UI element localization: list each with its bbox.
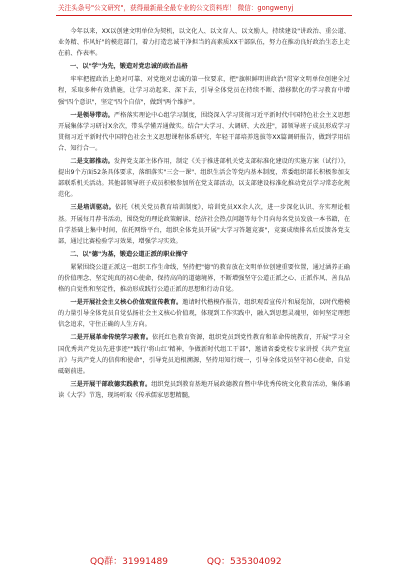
footer-contacts: [90, 556, 320, 568]
item-lead: 三是培训驱动。: [70, 204, 116, 212]
document-body: [58, 26, 350, 401]
item-text: 邀请时代楷模作报告，组织观看宣传片和展览馆，以时代楷模的力量引导全体党员自觉弘扬社会主义核心价值观，体现到工作实践中，融入到思想灵魂里，如何坚定理想信念追求，守住正确的人生方向。: [58, 299, 351, 329]
header-divider: [56, 15, 352, 16]
item-text: 组织党员到教育基地开展政德教育暨中华优秀传统文化教育活动，集体诵读《大学》节选，现场听取《传承儒家思想精髓，: [58, 380, 351, 399]
footer-qq: QQ：535304092: [206, 557, 282, 567]
item-lead: 一是领导带动。: [70, 111, 114, 119]
section-1-item-3: [58, 202, 350, 246]
item-text: 依托《机关党员教育培训制度》，培训党员XX余人次，进一步深化认识、夯实理论根基。开展每月荐书活动，围绕党的理论政策解读、经济社会热点问题等每个月向每名党员发放一本书籍，在自学基础上集中时间，依托网络平台，组织全体党员开展"大学习答题竞赛"，竞赛成绩排名后反馈各党支部，通过比赛检验学习效果，增强学习实效。: [58, 204, 350, 245]
section-2-item-3: [58, 379, 350, 401]
footer-qq-group: QQ群：31991489: [90, 557, 168, 567]
section-2-item-1: [58, 297, 350, 330]
section-2-paragraph: 紧紧围绕公道正派这一组织工作生命线，坚持把"德"的教育放在文明单位创建重要位置，通过涵养正确的价值理念、坚定纯真的初心使命，保持高尚的道德境界，不断增强坚守公道正派之心、正派作风、善良品格的自觉性和坚定性，推动形成践行公道正派的思想和行动自觉。: [58, 263, 350, 294]
item-text: 发挥党支部主体作用，制定《关于推进部机关党支部标准化建设的实施方案（试行）》，提出9个方面52条具体要求，落细落实"三会一课"、组织生活会等党内基本制度，常委组织部长积极参加支部联系机关活动。其他部领导班子成员积极参加所在党支部活动，以支部建设标准化推动党员学习常态化规范化。: [58, 158, 350, 199]
section-2-item-2: [58, 332, 350, 376]
section-1-paragraph: 牢牢把握政治上绝对可靠、对党绝对忠诚的第一位要求，把"旗帜鲜明讲政治"贯穿文明单位创建全过程，采取多种有效措施，让学习动起来、深下去，引导全体党员在持续不断、潜移默化的学习教育中增强"四个意识"，坚定"四个自信"，做到"两个维护"。: [58, 76, 350, 106]
intro-paragraph: 今年以来，XX以创建文明单位为契机，以文化人、以文育人、以文励人，持续建设"讲政治、重公道、业务精、作风好"的模范部门，着力打造忠诚干净担当的高素质XX干部队伍，努力在推动良好政治生态上走在前、作表率。: [58, 28, 350, 58]
header-banner: 关注头条号"公文研究"，获得最新最全最专业的公文资料库！ 微信：gongwenyj: [58, 4, 294, 12]
section-1-heading: 一、以"学"为先，锻造对党忠诚的政治品格: [70, 63, 188, 71]
item-lead: 一是开展社会主义核心价值观宣传教育。: [70, 299, 183, 307]
section-2-heading: 二、以"德"为基，锻造公道正派的职业操守: [70, 250, 188, 258]
item-lead: 三是开展干部政德实践教育。: [70, 380, 152, 388]
item-lead: 二是开展革命传统学习教育。: [70, 334, 153, 342]
item-lead: 二是支部推动。: [70, 158, 114, 166]
section-1-item-2: [58, 156, 350, 200]
item-text: 依托红色教育资源，组织党员到党性教育和革命传统教育，开展"学习全国优秀共产党员先进事迹""践行'将山红'精神，争做新时代组工干部"，邀请省委党校专家讲授《共产党宣言》与共产党人的信仰和使命"，引导党员追根溯源，坚持用知行统一，引导全体党员坚守初心使命，自觉砥砺前进。: [58, 334, 350, 375]
item-text: 严格落实理论中心组学习制度，围绕深入学习贯彻习近平新时代中国特色社会主义思想开展集体学习研讨X余次，带头学懂弄通做实。结合"大学习、大调研、大改进"，部领导班子成员形成学习贯彻习近平新时代中国特色社会主义思想课程体系研究、年轻干部培养选拔等XX篇调研报告，做到学用结合、知行合一。: [58, 111, 350, 152]
section-1-item-1: [58, 110, 350, 154]
